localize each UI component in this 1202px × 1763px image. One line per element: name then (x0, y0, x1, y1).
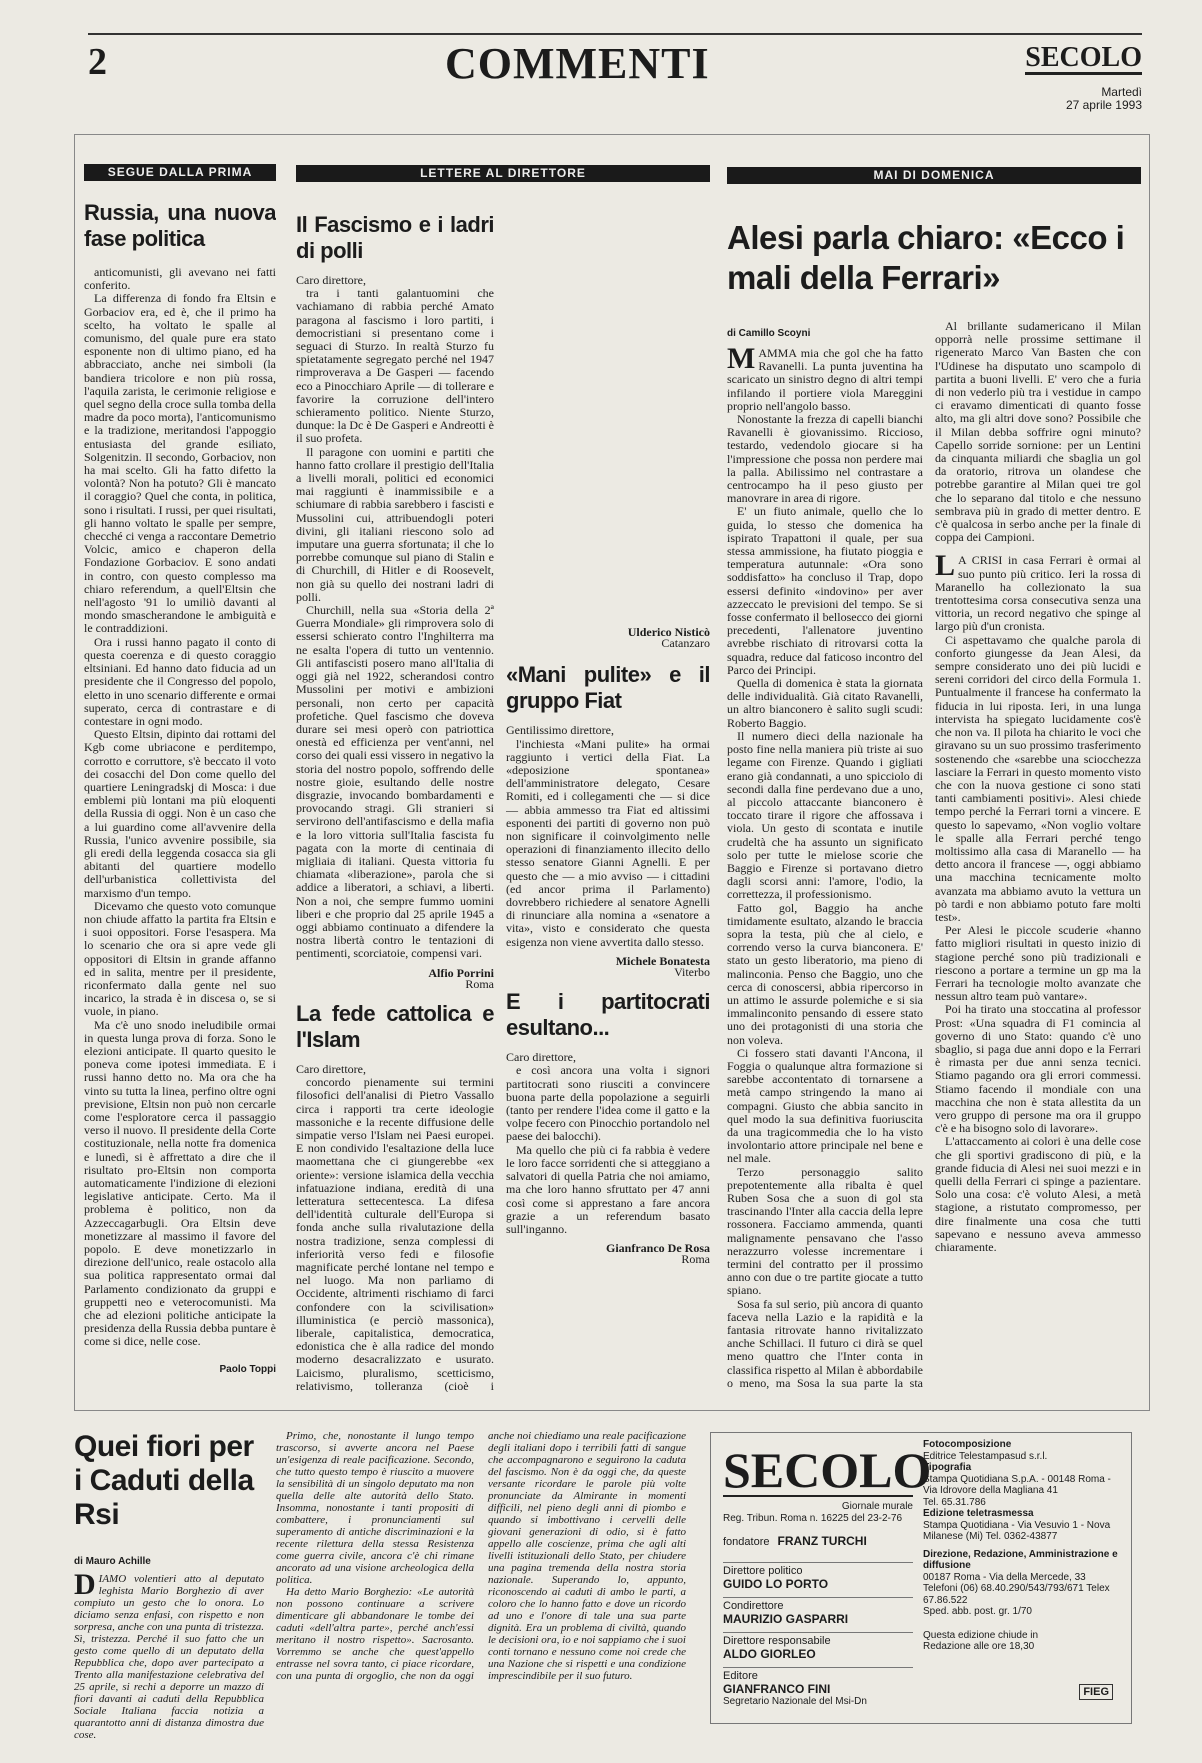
city-partitocrati: Roma (681, 1252, 710, 1267)
masthead-logo: SECOLO (723, 1442, 932, 1498)
dateline (1066, 86, 1142, 112)
dropcap: D (74, 1573, 96, 1601)
paragraph: Ha detto Mario Borghezio: «Le autorità non possono continuare a scrivere dimenticare gli abbandonare le tombe dei caduti «dell'altra parte», perché anch'essi meritano il nostro rispetto». Sacrosanto. Vorremmo se anche che quest'appello entrasse nel sovra tanto, ci piace ricordare, con una punta di orgoglio, che non da oggi anche noi chiediamo una reale pacificazione degli italiani dopo i terribili fatti di sangue che accompagnarono e seguirono la caduta del fascismo. Non è da oggi che, da queste versante ricordare le parole più volte pronunciate da Almirante in momenti difficili, nel pieno degli anni di piombo e quando si imbottivano i cervelli delle giovani generazioni di odio, si è fatto appello alle coscienze, prima che agli alti livelli istituzionali dello Stato, per chiudere una pagina tremenda della nostra storia nazionale. Superando lo, appunto, riconoscendo ai caduti di ambo le parti, a coloro che lo hanno fatto e dove un ricordo ad uno e l'onore di tale una sua parte dignità. Era un problema di civiltà, quando le decisioni ora, io e noi sappiamo che i suoi conti tornano e nessuno come noi crede che una Nazione che si rispetti e una condizione imprescindibile per il suo futuro. (276, 1430, 686, 1682)
top-rule (88, 33, 1142, 35)
headline-alesi: Alesi parla chiaro: «Ecco i mali della Ferrari» (727, 219, 1125, 296)
paragraph: Al brillante sudamericano il Milan opporrà nelle prossime settimane il rigenerato Marco Van Basten che con l'Udinese ha disputato uno scampolo di partita a buoni livelli. E' vero che a furia di non vederlo più tra i vestidue in campo ci eravamo dimenticati di quanto fosse alto, ma gli altri dove sono? Possibile che il Milan debba soffrire ogni minuto? Capello sorride sornione: per un Lentini da cinquanta miliardi che sbaglia un gol da oratorio, ritrova un olandese che potrebbe garantire al Milan quei tre gol che lo separano dal titolo e che nessuno sembrava più in grado di metter dentro. E c'è qualcosa in serbo anche per la finale di coppa dei Campioni. (935, 320, 1141, 545)
article-russia (84, 200, 276, 1390)
editor-sub: Segretario Nazionale del Msi-Dn (723, 1696, 867, 1707)
alesi-column-1 (727, 328, 923, 1390)
paragraph: Il numero dieci della nazionale ha posto fine nella maniera più triste ai suo legame con Firenze. Quando i gigliati erano già condannati, a uno spicciolo di secondi dalla fine perdevano due a uno, al piccolo attaccante bianconero è toccato tirare il rigore che affossava i viola. Un gesto di scontata e inutile crudeltà che ha assunto un significato solo per tutte le mielose scorie che Baggio e Firenze si portavano dietro dagli scorsi anni: l'amore, l'odio, la correttezza, il professionismo. (727, 728, 923, 902)
author-partitocrati: Gianfranco De Rosa (606, 1241, 710, 1256)
fiori-intro (74, 1430, 264, 1740)
paragraph: Poi ha tirato una stoccatina al professor Prost: «Una squadra di F1 comincia al governo di uno Stato: quando c'è uno sbaglio, si paga due anni dopo e la Ferrari è rimasta per due anni senza tecnici. Stiamo pagando ora gli errori commessi. Stiamo facendo il mondiale con una macchina che non è stata allestita da un vero gruppo di persone ma ora il gruppo c'è e ha bisogno solo di lavorare». (935, 1002, 1141, 1136)
closing-note: Questa edizione chiude in Redazione alle ore 18,30 (923, 1629, 1039, 1652)
pol-dir: GUIDO LO PORTO (723, 1577, 829, 1591)
pol-dir-label: Direttore politico (723, 1562, 913, 1577)
lead-paragraph: IAMO volentieri atto al deputato leghista Mario Borghezio di aver compiuto un gesto che lo onora. Lo diciamo senza enfasi, con rispetto e non sorpresa, anche con una punta di tristezza. Sì, tristezza. Perché il suo fatto che un gesto come quello di un deputato della Repubblica che, dopo aver partecipato a Trento alla manifestazione celebrativa del 25 aprile, si rechi a deporre un mazzo di fiori davanti ai caduti della Repubblica Sociale Italiana faccia notizia a quarantotto anni di distanza dimostra due cose. (74, 1573, 264, 1741)
tipo-tel: Tel. 65.31.786 (923, 1496, 986, 1508)
resp-label: Direttore responsabile (723, 1632, 913, 1647)
author-fiat: Michele Bonatesta (615, 953, 710, 968)
paragraph: tra i tanti galantuomini che vachiamano di rabbia perché Amato paragona al fascismo i loro partiti, i democristiani si presentano come i seguaci di Sturzo. In realtà Sturzo fu spietatamente segregato perché nel 1947 rimproverava a De Gasperi — facendo eco a Pinocchiaro Aprile — di tollerare e favorire la corruzione dell'intero schieramento politico. Niente Sturzo, dunque: la Dc è De Gasperi e Andreotti è il suo profeta. (296, 286, 494, 446)
fotocomp-label: Fotocomposizione (923, 1439, 1012, 1450)
editor-label: Editore (723, 1667, 913, 1682)
teletr-label: Edizione teletrasmessa (923, 1508, 1034, 1519)
dropcap: L (935, 549, 956, 583)
paragraph: Per Alesi le piccole scuderie «hanno fatto migliori risultati in questo inizio di stagione perché sono più tradizionali e riescono a portare a termine un gp ma la Ferrari ha tecnologie molto avanzate che nessun altro team può vantare». (935, 923, 1141, 1004)
section-title: COMMENTI (445, 39, 710, 88)
byline-alesi: di Camillo Scoyni (727, 328, 811, 339)
resp: ALDO GIORLEO (723, 1647, 816, 1661)
paragraph: Terzo personaggio salito prepotentemente alla ribalta è quel Ruben Sosa che a suon di gol sta trascinando l'Inter alla caccia della lepre rossonera. Facciamo ammenda, quanti malignamente pensavano che l'asso nerazzurro volesse incrementare i termini del contratto per il prossimo anno con due o tre partite giocate a tutto spiano. (727, 1164, 923, 1298)
fiori-body (276, 1430, 686, 1740)
headline-partitocrati: E i partitocrati esultano... (506, 989, 710, 1041)
letters-column-1 (296, 212, 494, 1392)
paragraph: E' un fiuto animale, quello che lo guida, lo stesso che domenica ha ispirato Trapattoni il quale, per sua stessa ammissione, ha fiutato pioggia e temperatura autunnale: «Ora sono soddisfatto» ha concluso il Trap, dopo essersi definito «indovino» per aver azzeccato le previsioni del tempo. Se si fosse confermato il bellosecco dei giorni precedenti, l'allenatore juventino avrebbe rischiato di ritrovarsi cotta la squadra, reduce dal faticoso incontro del Parco dei Principi. (727, 504, 923, 677)
city-fiat: Viterbo (674, 965, 710, 980)
headline-fiat: «Mani pulite» e il gruppo Fiat (506, 662, 710, 714)
letters-column-2 (506, 212, 710, 1392)
masthead-right (923, 1439, 1121, 1698)
paragraph: Ma quello che più ci fa rabbia è vedere le loro facce sorridenti che si atteggiano a salvatori di quella Patria che noi amiamo, ma che loro hanno sfruttato per 47 anni così come si apprestano a fare ancora grazie a un referendum basato sull'inganno. (506, 1142, 710, 1236)
condir: MAURIZIO GASPARRI (723, 1612, 849, 1626)
paragraph: Ma c'è uno snodo ineludibile ormai in questa lunga prova di forza. Sono le elezioni anticipate. Il quarto quesito le poneva come ipotesi immediata. E i russi hanno detto no. Ma ora che ha vinto su tutta la linea, perfino oltre ogni previsione, Eltsin non può non cercarle come l'esploratore cerca il passaggio verso il nuovo. Il presidente della Corte costituzionale, nella notte fra domenica e lunedì, si è affrettato a dire che il risultato pro-Eltsin non comporta automaticamente l'indizione di elezioni legislative anticipate. Certo. Ma il problema è politico, non da Azzeccagarbugli. Ora Eltsin deve monetizzare al massimo il favore del popolo. E deve monetizzarlo in direzione dell'unico, reale ostacolo alla sua politica rappresentato ormai dal Parlamento condizionato da gruppi e gruppetti neo e veterocomunisti. Ma che ad elezioni politiche anticipate la presidenza della Russia debba puntare è come si dice, nelle cose. (84, 1017, 276, 1349)
fotocomp: Editrice Telestampasud s.r.l. (923, 1450, 1048, 1462)
paragraph: Fatto gol, Baggio ha anche timidamente esultato, alzando le braccia sopra la testa, più che al cielo, e correndo verso la curva bianconera. E' stato un gesto liberatorio, ma pieno di malinconia. Penso che Baggio, uno che cerca di conoscersi, abbia ripercorso in un attimo le assurde polemiche e si sia immalinconito pensando di essere stato uno dei protagonisti di una storia che non voleva. (727, 900, 923, 1047)
lead-paragraph: AMMA mia che gol che ha fatto Ravanelli. La punta juventina ha scaricato un sinistro degno di altri tempi infilando il portiere viola Mareggini proprio nell'angolo basso. (727, 346, 923, 413)
day: Martedì (1101, 85, 1142, 99)
kicker-segue: SEGUE DALLA PRIMA (84, 164, 276, 181)
paragraph: Primo, che, nonostante il lungo tempo trascorso, si avverte ancora nel Paese un'esigenza di reale pacificazione. Secondo, che tutto questo tempo è riuscito a muovere la sensibilità di un singolo deputato ma non quella delle alte autorità dello Stato. Insomma, nonostante i tanti propositi di combattere, i pronunciamenti sul superamento di antiche discriminazioni e la recente rilettura della stessa Resistenza come guerra civile, ancora c'è chi rimane ancorato ad una visione archeologica della politica. (276, 1430, 474, 1586)
lead-fiori (74, 1573, 264, 1763)
salutation: Caro direttore, (296, 1061, 366, 1076)
tipo-label: Tipografia (923, 1462, 972, 1473)
salutation: Caro direttore, (296, 273, 366, 287)
salutation: Gentilissimo direttore, (506, 723, 614, 738)
kicker-domenica: MAI DI DOMENICA (727, 167, 1141, 184)
redaz: 00187 Roma - Via della Mercede, 33 Telefoni (06) 68.40.290/543/793/671 Telex 67.86.522 (923, 1571, 1110, 1606)
paragraph: La differenza di fondo fra Eltsin e Gorbaciov era, ed è, che il primo ha scelto, ha voltato le spalle al comunismo, del quale pure era stato esponente non di ultimo piano, ed ha abbracciato, anche nei simboli (la bandiera tricolore e non più rossa, l'aquila zarista, le cerimonie religiose e quel segno della croce sulla tomba della madre da poco morta), l'anticomunismo e la tradizione, meritandosi l'appoggio entusiasta del grande esiliato, Solgenitzin. Il secondo, Gorbaciov, non ha mai scelto. Gli ha fatto difetto la volontà? Non ha potuto? Gli è mancato il coraggio? Quel che conta, in politica, sono i risultati. I russi, per quei risultati, gli hanno voltato le spalle per sempre, checché ci venga a raccontare Demetrio Volcic, amico e chaperon della Fondazione Gorbaciov. E sono andati in contro, con questo complesso ma chiaro referendum, a quell'Eltsin che nell'agosto '91 lo umiliò davanti al mondo smascherandone le ambiguità e le contraddizioni. (84, 291, 276, 636)
headline-russia: Russia, una nuova fase politica (84, 200, 276, 251)
author-islam: Ulderico Nisticò (627, 625, 710, 639)
masthead-subtitle: Giornale murale (841, 1501, 913, 1512)
headline-fiori: Quei fiori per i Caduti della Rsi (74, 1430, 254, 1531)
kicker-lettere: LETTERE AL DIRETTORE (296, 165, 710, 182)
date: 27 aprile 1993 (1065, 98, 1142, 112)
salutation: Caro direttore, (506, 1050, 576, 1065)
teletr: Stampa Quotidiana - Via Vesuvio 1 - Nova Milanese (Mi) Tel. 0362-43877 (923, 1519, 1111, 1542)
headline-fascismo: Il Fascismo e i ladri di polli (296, 212, 494, 263)
fieg-badge: FIEG (1079, 1684, 1113, 1700)
paragraph: concordo pienamente sui termini filosofici dell'analisi di Pietro Vassallo circa i rapporti tra certe ideologie massoniche e la recente diffusione delle simpatie verso l'Islam nei Paesi europei. E non condivido l'esaltazione della luce maomettana che ci giungerebbe «ex oriente»: versione islamica della vecchia infatuazione indiana, eredità di una letteratura settecentesca. La difesa dell'identità culturale dell'Europa si fonda anche sulla rivalutazione della nostra tradizione, senza complessi di inferiorità verso fedi e filosofie magnificate perché lontane nel tempo e nel luogo. Ma non parliamo di Occidente, altrimenti rischiamo di farci confondere con la scivilisation» illuministica (e perciò massonica), liberale, capitalistica, democratica, edonistica che è alla radice del mondo moderno desacralizzato e usurato. Laicismo, pluralismo, scetticismo, relativismo, tolleranza (cioè i (296, 1075, 494, 1392)
paragraph: Nonostante la frezza di capelli bianchi Ravanelli è giovanissimo. Riccioso, testardo, vedendolo giocare si ha l'impressione che possa non perdere mai la palla. Abilissimo nel contrastare a centrocampo ha il peso giusto per manovrare in area di rigore. (727, 412, 923, 506)
lead-paragraph: A CRISI in casa Ferrari è ormai al suo punto più critico. Ieri la rossa di Maranello ha collezionato la sua trentottesima corsa consecutiva senza una vittoria, un record negativo che spinge al largo più d'un cronista. (935, 553, 1141, 634)
paragraph: Ci fossero stati davanti l'Ancona, il Foggia o qualunque altra formazione si sarebbe accontentato di tornarsene a metà campo stringendo la mano ai compagni. Giusto che abbia sancito in quel modo la sua definitiva fuoriuscita da una tragicommedia che lo ha visto involontario attore principale nel bene e nel male. (727, 1045, 923, 1166)
byline-fiori: di Mauro Achille (74, 1556, 151, 1567)
dropcap: M (727, 342, 756, 375)
page-number: 2 (88, 41, 107, 83)
condir-label: Condirettore (723, 1597, 913, 1612)
author-russia: Paolo Toppi (219, 1363, 276, 1375)
paragraph: Il paragone con uomini e partiti che hanno fatto crollare il prestigio dell'Italia a livelli morali, politici ed economici mai raggiunti è inammissibile e a schiumare di rabbia sarebbero i fascisti e Mussolini cui, attribuendogli poteri divini, gli italiani riescono solo ad imputare una guerra sfortunata; il che lo porrebbe comunque sul piano di Stalin e di Churchill, di Hitler e di Roosevelt, non già su quello dei nostrani ladri di polli. (296, 444, 494, 604)
paragraph: Dicevamo che questo voto comunque non chiude affatto la partita fra Eltsin e i suoi oppositori. Forse l'esaspera. Ma lo scenario che ora si apre vede gli oppositori di Eltsin in grande affanno ed in salita, mentre per il presidente, riconfermato dalla gente nel suo incarico, la strada è in discesa o, se si vuole, in piano. (84, 898, 276, 1019)
alesi-column-2 (935, 320, 1141, 1390)
headline-islam: La fede cattolica e l'Islam (296, 1000, 494, 1052)
paragraph: L'attaccamento ai colori è una delle cose che gli sportivi gradiscono di più, e la grande fiducia di Alesi nei suoi mezzi e in quelli della Ferrari ci spinge a pazientare. Solo una cosa: c'è voluto Alesi, a metà stagione, a ristutato compromesso, per dire finalmente una cosa che tutti sapevano e nessuno aveva ammesso chiaramente. (935, 1134, 1141, 1255)
tipo: Stampa Quotidiana S.p.A. - 00148 Roma - Via Idrovore della Magliana 41 (923, 1473, 1111, 1496)
masthead-box (710, 1432, 1132, 1724)
sped: Sped. abb. post. gr. 1/70 (923, 1606, 1032, 1617)
paragraph: Sosa fa sul serio, più ancora di quanto faceva nella Lazio e la rapidità e la fantasia ritrovate hanno rivitalizzato anche Schillaci. Il futuro ci dirà se quel meno quattro che l'Inter conta in classifica rispetto al Milan è abbordabile o meno, ma Sosa la sua parte la sta (727, 1296, 923, 1390)
paragraph: Ora i russi hanno pagato il conto di questa coerenza e di questo coraggio eltsiniani. Ed hanno dato fiducia ad un presidente che il Congresso del popolo, eletto in uno scenario differente e ormai superato, cerca di contrastare e di contestare in ogni modo. (84, 634, 276, 728)
registration: Reg. Tribun. Roma n. 16225 del 23-2-76 (723, 1512, 902, 1524)
paragraph: anticomunisti, gli avevano nei fatti conferito. (84, 265, 276, 293)
paragraph: Quella di domenica è stata la giornata delle individualità. Già citato Ravanelli, un altro bianconero è salito sugli scudi: Roberto Baggio. (727, 676, 923, 730)
paragraph: Churchill, nella sua «Storia della 2ª Guerra Mondiale» gli rimprovera solo di essersi schierato contro l'Inghilterra ma ne esalta l'opera di tutto un ventennio. Gli antifascisti posero mano all'Italia di oggi già nel 1922, scherandosi contro Mussolini per motivi e ambizioni personali, non certo per capacità profetiche. Quel fascismo che doveva durare sei mesi operò con patriottica onestà ed efficienza per vent'anni, nel corso dei quali essi vissero in negativo la storia del nostro popolo, soffrendo delle nostre gioie, esultando delle nostre disgrazie, invocando bombardamenti e provocando stragi. Gli stranieri si servirono dell'antifascismo e della mafia e la loro vittoria sull'Italia fascista fu pagata con la morte di centinaia di migliaia di italiani. Questa vittoria fu chiamata «liberazione», parola che si addice a liberatori, a schiavi, a liberti. Non a noi, che sempre fummo uomini liberi e che proprio dal 25 aprile 1945 a oggi abbiamo continuato a difendere la nostra libertà contro le tentazioni di pentimenti, scorciatoie, compensi vari. (296, 603, 494, 961)
city-fascismo: Roma (465, 976, 494, 991)
paragraph: Ci aspettavamo che qualche parola di conforto giungesse da Jean Alesi, da sempre considerato uno dei più lucidi e sereni corridori del circo della Formula 1. Puntualmente il francese ha confermato la fiducia in lui riposta. Ieri, in una lunga intervista ha spiegato lucidamente cos'è che non va. Il pilota ha chiarito le voci che giravano su un suo prossimo trasferimento sostenendo che «sarebbe una sciocchezza lasciare la Ferrari in questo momento visto che con la nuova gestione ci sono stati tanti cambiamenti positivi». Alesi chiede tempo perché la Ferrari torni a vincere. E questo lo sapevamo, «Non voglio voltare le spalle alla Ferrari perché tengo moltissimo alla casa di Maranello — ha detto ancora il francese —, oggi abbiamo una macchina tecnicamente molto avanzata ma abbiamo avuto la vettura un pò tardi e non abbiamo potuto fare molti test». (935, 632, 1141, 924)
founder-line: fondatore FRANZ TURCHI (723, 1534, 867, 1548)
masthead-left (723, 1442, 932, 1708)
newspaper-logo: SECOLO (1025, 42, 1142, 73)
paragraph: l'inchiesta «Mani pulite» ha ormai raggiunto i vertici della Fiat. La «deposizione spontanea» dell'amministratore delegato, Cesare Romiti, ed i collegamenti che — si dice — abbia ammesso tra Fiat ed altissimi esponenti dei partiti di governo non può non significare il coinvolgimento nelle operazioni di finanziamento illecito dello stesso senatore Gianni Agnelli. E per questo che — a mio avviso — i cittadini (ed ancor prima il Parlamento) dovrebbero richiedere al senatore Agnelli di rinunciare alla nomina a «senatore a vita», visto e considerato che questa esigenza non viene avvertita dallo stesso. (506, 736, 710, 949)
editor: GIANFRANCO FINI (723, 1682, 831, 1696)
paragraph: e così ancora una volta i signori partitocrati sono riusciti a convincere buona parte della popolazione a seguirli (tanto per rendere l'idea come il gatto e la volpe fecero con Pinocchio portandolo nel paese dei balocchi). (506, 1063, 710, 1144)
author-fascismo: Alfio Porrini (428, 965, 494, 980)
city-islam: Catanzaro (661, 636, 710, 651)
paragraph: Questo Eltsin, dipinto dai rottami del Kgb come ubriacone e perditempo, corrotto e corruttore, s'è beccato il voto dei cosacchi del Don come quello del quartiere Leningradskj di Mosca: i due emblemi più lontani ma più eloquenti della Russia di oggi. Non è un caso che a lui guardino come all'avvenire della Russia, l'unico avvenire possibile, sia gli eredi della leggenda cosacca sia gli abitanti del quartiere modello dell'urbanistica collettivista del marxismo d'un tempo. (84, 727, 276, 900)
redaz-label: Direzione, Redazione, Amministrazione e diffusione (923, 1548, 1118, 1571)
